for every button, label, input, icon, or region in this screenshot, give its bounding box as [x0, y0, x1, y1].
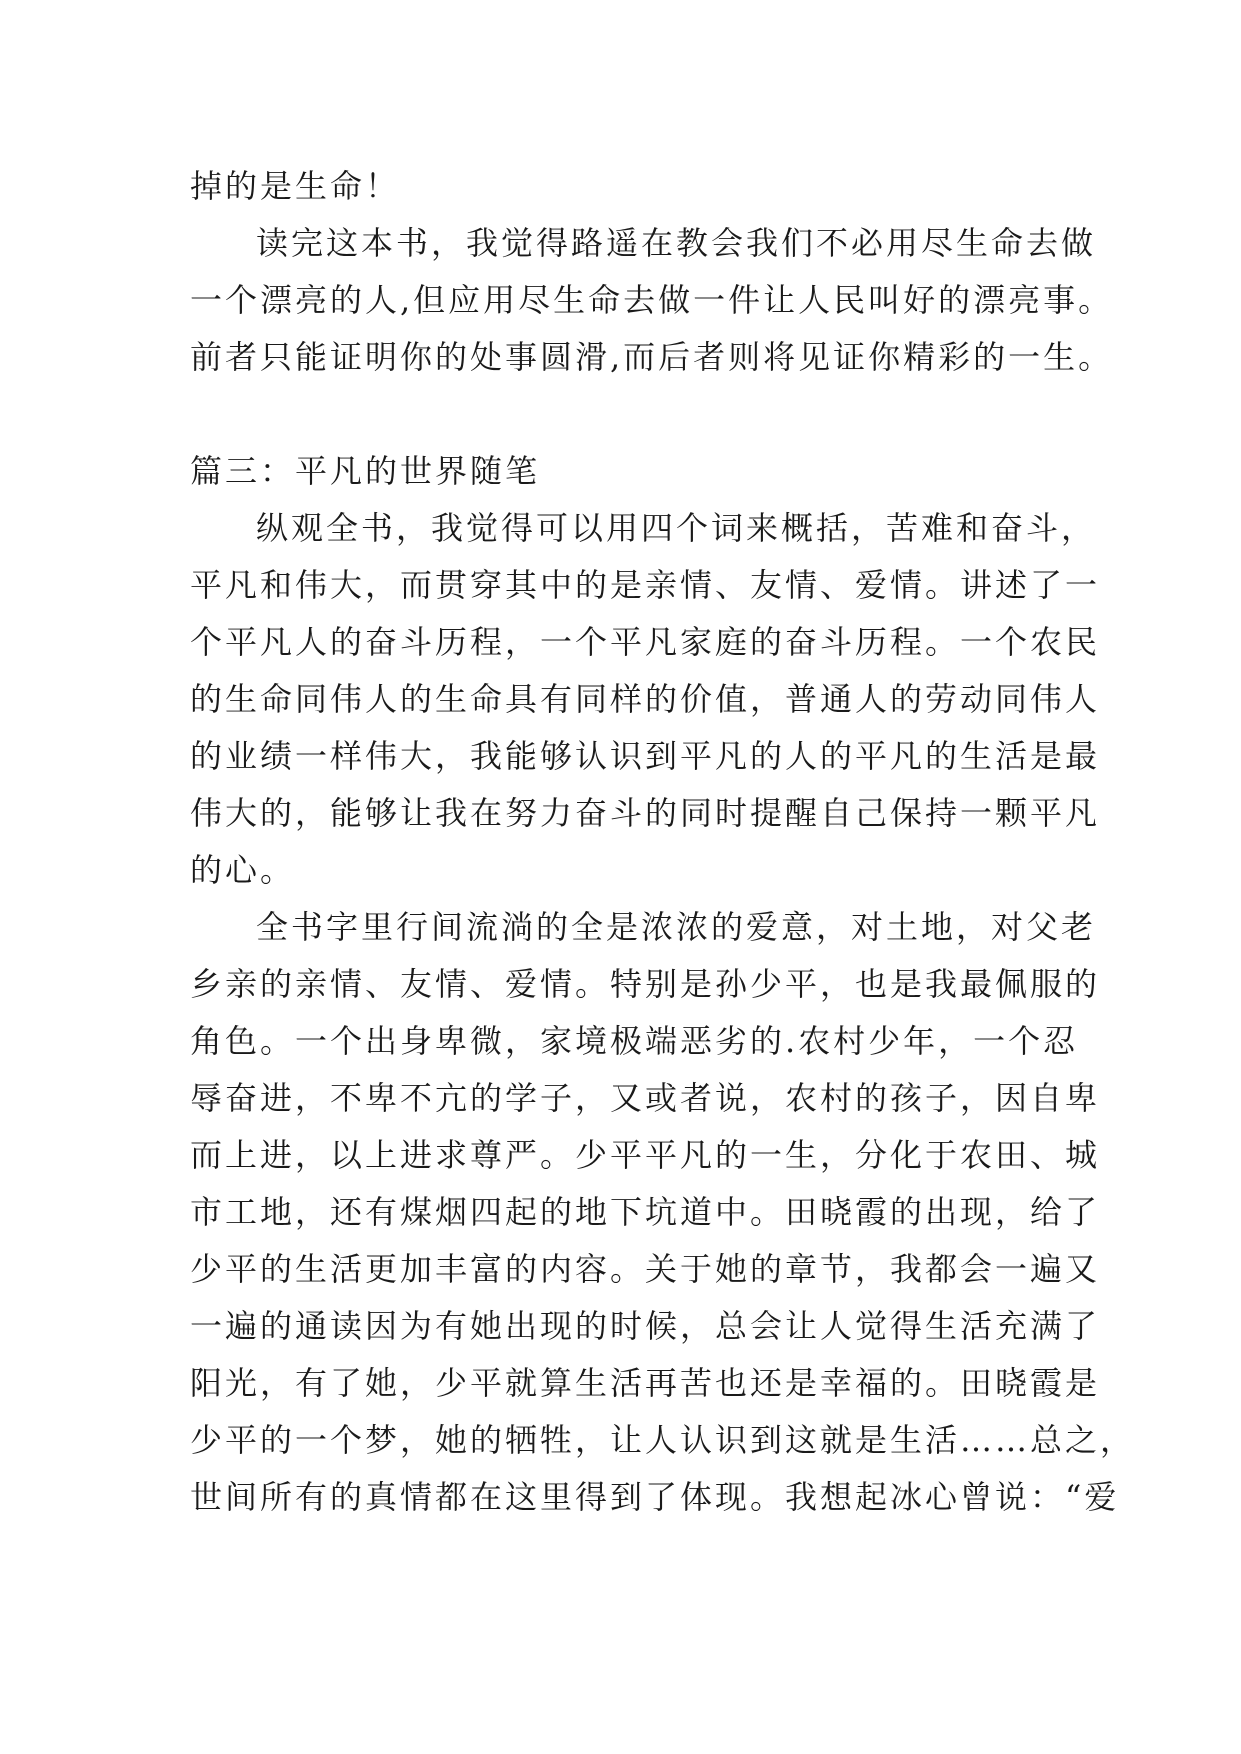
text-line: 乡亲的亲情、友情、爱情。特别是孙少平，也是我最佩服的 [190, 965, 1101, 1003]
section-heading: 篇三：平凡的世界随笔 [190, 452, 541, 490]
text-line: 少平的生活更加丰富的内容。关于她的章节，我都会一遍又 [190, 1250, 1101, 1288]
text-line: 的心。 [190, 851, 296, 889]
text-line: 伟大的，能够让我在努力奋斗的同时提醒自己保持一颗平凡 [190, 794, 1101, 832]
text-line: 一遍的通读因为有她出现的时候，总会让人觉得生活充满了 [190, 1307, 1101, 1345]
text-line: 而上进，以上进求尊严。少平平凡的一生，分化于农田、城 [190, 1136, 1101, 1174]
text-line: 的生命同伟人的生命具有同样的价值，普通人的劳动同伟人 [190, 680, 1101, 718]
paragraph-first-line: 纵观全书，我觉得可以用四个词来概括，苦难和奋斗， [256, 509, 1097, 547]
text-line: 个平凡人的奋斗历程，一个平凡家庭的奋斗历程。一个农民 [190, 623, 1101, 661]
paragraph-first-line: 读完这本书，我觉得路遥在教会我们不必用尽生命去做 [256, 224, 1097, 262]
text-line: 市工地，还有煤烟四起的地下坑道中。田晓霞的出现，给了 [190, 1193, 1101, 1231]
text-line: 平凡和伟大，而贯穿其中的是亲情、友情、爱情。讲述了一 [190, 566, 1101, 604]
text-line: 世间所有的真情都在这里得到了体现。我想起冰心曾说：“爱 [190, 1478, 1120, 1516]
text-line: 的业绩一样伟大，我能够认识到平凡的人的平凡的生活是最 [190, 737, 1101, 775]
text-line: 前者只能证明你的处事圆滑,而后者则将见证你精彩的一生。 [190, 338, 1114, 376]
paragraph-first-line: 全书字里行间流淌的全是浓浓的爱意，对土地，对父老 [256, 908, 1097, 946]
text-line: 一个漂亮的人,但应用尽生命去做一件让人民叫好的漂亮事。 [190, 281, 1114, 319]
text-line: 阳光，有了她，少平就算生活再苦也还是幸福的。田晓霞是 [190, 1364, 1101, 1402]
text-line: 少平的一个梦，她的牺牲，让人认识到这就是生活……总之， [190, 1421, 1136, 1459]
text-line: 掉的是生命！ [190, 167, 401, 205]
text-line: 辱奋进，不卑不亢的学子，又或者说，农村的孩子，因自卑 [190, 1079, 1101, 1117]
text-line: 角色。一个出身卑微，家境极端恶劣的.农村少年，一个忍 [190, 1022, 1079, 1060]
